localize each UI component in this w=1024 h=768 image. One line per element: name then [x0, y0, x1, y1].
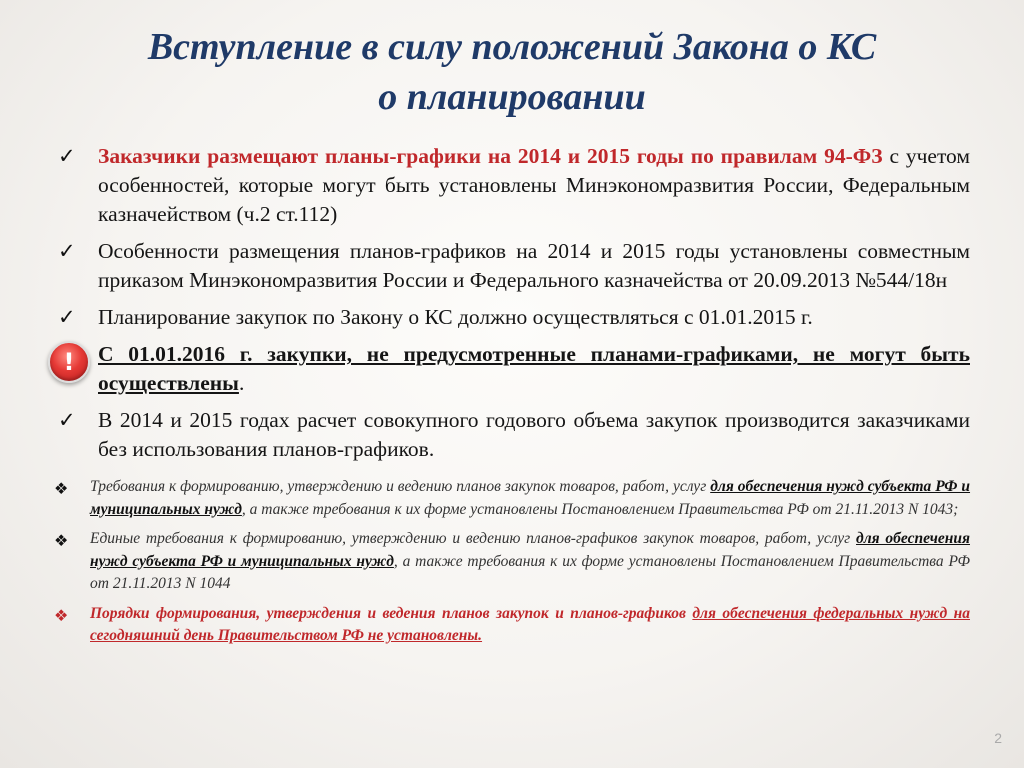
diamond-bullet-icon: ❖	[54, 531, 69, 550]
sub-item-red	[54, 603, 970, 648]
bullet-item	[54, 406, 970, 464]
sub-item-text: Единые требования к формированию, утверждению и ведению планов-графиков закупок товаров, работ, услуг	[90, 530, 851, 547]
page-number: 2	[994, 730, 1002, 746]
exclamation-warning-icon: !	[48, 341, 90, 383]
bullet-emphasis: С 01.01.2016 г. закупки, не предусмотренные планами-графиками, не могут быть осуществлены	[98, 342, 970, 395]
sub-item	[54, 528, 970, 596]
bullet-item	[54, 303, 970, 332]
bullet-suffix: .	[238, 371, 245, 395]
bullet-text: Планирование закупок по Закону о КС должно осуществляться с 01.01.2015 г.	[98, 305, 813, 329]
bullet-item	[54, 237, 970, 295]
checkmark-icon: ✓	[58, 305, 76, 329]
sub-item-emphasis: для обеспечения федеральных нужд на сегодняшний день Правительством РФ не установлены.	[90, 604, 970, 644]
bullet-item	[54, 142, 970, 229]
slide-title	[40, 22, 984, 122]
checkmark-icon: ✓	[58, 408, 76, 432]
bullet-emphasis: Заказчики размещают планы-графики на 2014 и 2015 годы по правилам 94-ФЗ	[98, 144, 883, 168]
bullet-text: с учетом особенностей, которые могут быть установлены Минэкономразвития России, Федеральным казначейством (ч.2 ст.112)	[98, 144, 971, 226]
sub-item-emphasis: для обеспечения нужд субъекта РФ и муниципальных нужд	[90, 530, 970, 570]
sub-item-text-end: , а также требования к их форме установлены Постановлением Правительства РФ от 21.11.2013 N 1043;	[241, 500, 959, 518]
sub-item-emphasis: для обеспечения нужд субъекта РФ и муниципальных нужд	[90, 478, 971, 518]
sub-item	[54, 476, 970, 521]
bullet-text: Особенности размещения планов-графиков на 2014 и 2015 годы установлены совместным приказом Минэкономразвития России и Федерального казначейства от 20.09.2013 №544/18н	[98, 239, 970, 292]
diamond-bullet-icon: ❖	[54, 605, 69, 625]
slide-title-line-1: Вступление в силу положений Закона о КС	[147, 26, 877, 68]
checkmark-icon: ✓	[58, 239, 76, 263]
bullet-text: В 2014 и 2015 годах расчет совокупного годового объема закупок производится заказчиками без использования планов-графиков.	[98, 408, 970, 461]
sub-item-text: Порядки формирования, утверждения и ведения планов закупок и планов-графиков	[90, 604, 686, 622]
bullet-item-warning	[54, 340, 970, 398]
sub-item-text: Требования к формированию, утверждению и ведению планов закупок товаров, работ, услуг	[90, 478, 707, 495]
checkmark-icon: ✓	[58, 144, 76, 168]
slide-title-line-2: о планировании	[378, 76, 646, 118]
diamond-bullet-icon: ❖	[54, 479, 69, 498]
sub-item-text-end: , а также требования к их форме установлены Постановлением Правительства РФ от 21.11.2013 N 1044	[90, 552, 970, 592]
slide-content	[54, 142, 970, 648]
